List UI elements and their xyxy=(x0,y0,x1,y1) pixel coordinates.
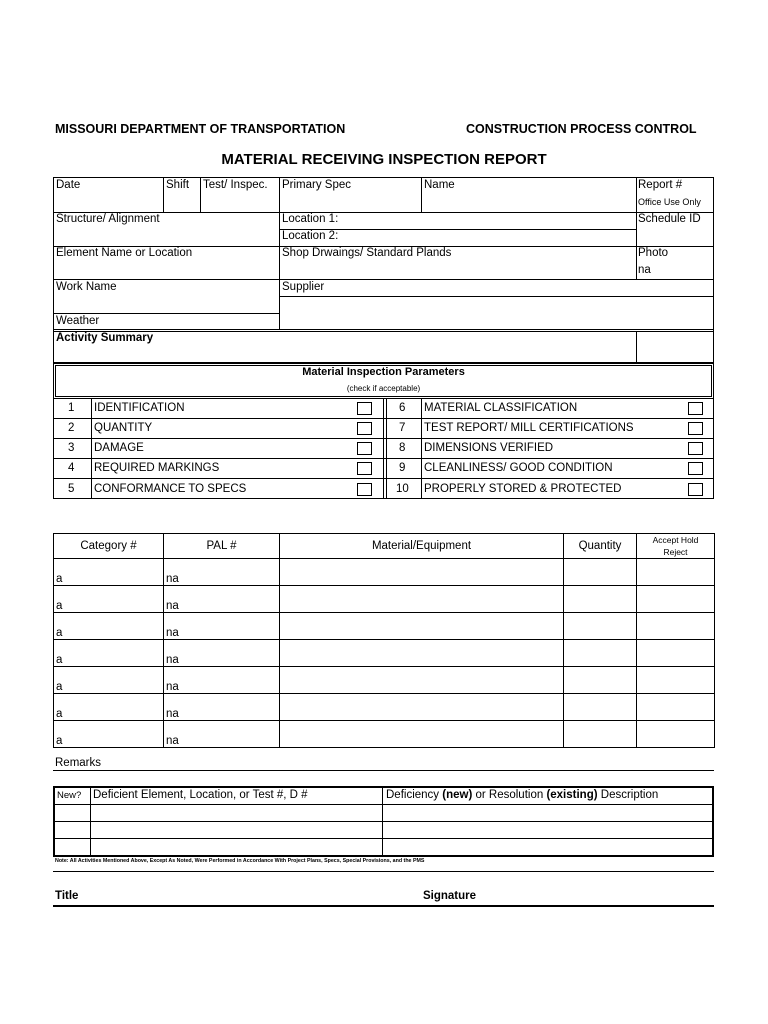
structure-label: Structure/ Alignment xyxy=(56,213,160,225)
office-use-label: Office Use Only xyxy=(638,197,701,207)
name-label: Name xyxy=(424,179,455,191)
param-label-9: CLEANLINESS/ GOOD CONDITION xyxy=(424,462,613,474)
shift-label: Shift xyxy=(166,179,190,191)
param-checkbox-4[interactable] xyxy=(357,462,372,475)
footer-note: Note: All Activities Mentioned Above, Except As Noted, Were Performed in Accordance With Project Plans, Specs, Special Provisions, and the PMS xyxy=(55,858,425,864)
accept-header: Accept Hold Reject xyxy=(637,534,715,559)
table-row: a na xyxy=(54,694,715,721)
param-label-6: MATERIAL CLASSIFICATION xyxy=(424,402,578,414)
param-checkbox-1[interactable] xyxy=(357,402,372,415)
element-label: Element Name or Location xyxy=(56,247,193,259)
param-checkbox-10[interactable] xyxy=(688,483,703,496)
param-checkbox-3[interactable] xyxy=(357,442,372,455)
table-row: a na xyxy=(54,640,715,667)
report-number-label: Report # xyxy=(638,179,683,191)
param-checkbox-6[interactable] xyxy=(688,402,703,415)
param-num-2: 2 xyxy=(68,422,75,434)
weather-label: Weather xyxy=(56,315,100,327)
work-name-label: Work Name xyxy=(56,281,117,293)
unit-name: CONSTRUCTION PROCESS CONTROL xyxy=(466,122,697,136)
photo-value: na xyxy=(638,264,651,276)
param-checkbox-2[interactable] xyxy=(357,422,372,435)
org-name: MISSOURI DEPARTMENT OF TRANSPORTATION xyxy=(55,122,346,136)
photo-label: Photo xyxy=(638,247,669,259)
param-checkbox-7[interactable] xyxy=(688,422,703,435)
deficiency-column-header: Deficiency (new) or Resolution (existing) Description xyxy=(386,789,659,801)
materials-table xyxy=(53,533,715,748)
param-num-7: 7 xyxy=(399,422,406,434)
signature-line xyxy=(53,905,714,907)
quantity-header: Quantity xyxy=(564,534,637,559)
activity-summary-label: Activity Summary xyxy=(56,332,154,344)
test-inspec-label: Test/ Inspec. xyxy=(203,179,268,191)
param-label-2: QUANTITY xyxy=(94,422,153,434)
table-row: a na xyxy=(54,613,715,640)
table-row: a na xyxy=(54,586,715,613)
param-num-4: 4 xyxy=(68,462,75,474)
date-label: Date xyxy=(56,179,81,191)
title-label: Title xyxy=(55,890,79,902)
param-num-9: 9 xyxy=(399,462,406,474)
param-label-10: PROPERLY STORED & PROTECTED xyxy=(424,483,622,495)
materials-header-row xyxy=(54,534,715,559)
pal-header: PAL # xyxy=(164,534,280,559)
table-row: a na xyxy=(54,721,715,748)
params-title: Material Inspection Parameters xyxy=(302,366,465,378)
shop-drawings-label: Shop Drwaings/ Standard Plands xyxy=(282,247,452,259)
signature-label: Signature xyxy=(423,890,477,902)
category-header: Category # xyxy=(54,534,164,559)
params-subtitle: (check if acceptable) xyxy=(346,384,421,393)
param-checkbox-5[interactable] xyxy=(357,483,372,496)
remarks-underline xyxy=(53,770,714,771)
primary-spec-label: Primary Spec xyxy=(282,179,352,191)
param-label-8: DIMENSIONS VERIFIED xyxy=(424,442,554,454)
page-title: MATERIAL RECEIVING INSPECTION REPORT xyxy=(221,151,547,168)
param-label-1: IDENTIFICATION xyxy=(94,402,185,414)
param-label-4: REQUIRED MARKINGS xyxy=(94,462,220,474)
remarks-label: Remarks xyxy=(55,757,102,769)
param-num-1: 1 xyxy=(68,402,75,414)
new-column-header: New? xyxy=(57,790,82,801)
location2-label: Location 2: xyxy=(282,230,339,242)
table-row: a na xyxy=(54,559,715,586)
equipment-header: Material/Equipment xyxy=(280,534,564,559)
param-checkbox-8[interactable] xyxy=(688,442,703,455)
supplier-label: Supplier xyxy=(282,281,325,293)
param-label-7: TEST REPORT/ MILL CERTIFICATIONS xyxy=(424,422,634,434)
param-num-8: 8 xyxy=(399,442,406,454)
note-underline xyxy=(53,871,714,872)
param-num-10: 10 xyxy=(396,483,409,495)
table-row: a na xyxy=(54,667,715,694)
param-num-3: 3 xyxy=(68,442,75,454)
deficient-column-header: Deficient Element, Location, or Test #, D # xyxy=(93,789,308,801)
param-num-5: 5 xyxy=(68,483,75,495)
param-label-5: CONFORMANCE TO SPECS xyxy=(94,483,247,495)
schedule-id-label: Schedule ID xyxy=(638,213,701,225)
param-num-6: 6 xyxy=(399,402,406,414)
param-checkbox-9[interactable] xyxy=(688,462,703,475)
param-label-3: DAMAGE xyxy=(94,442,144,454)
location1-label: Location 1: xyxy=(282,213,339,225)
